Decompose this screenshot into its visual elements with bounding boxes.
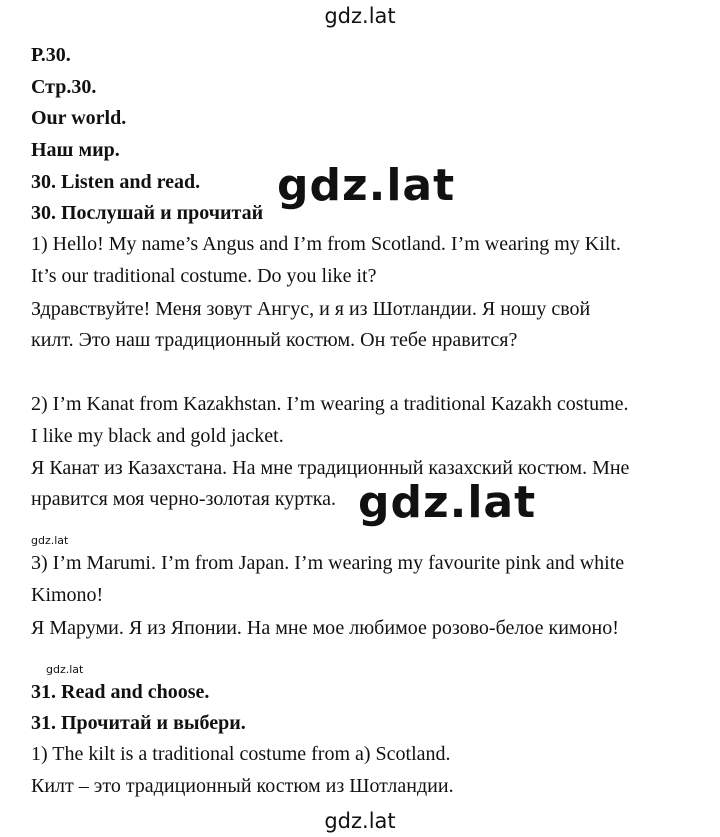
section-title-en: Our world. [31,107,127,129]
exercise-30-heading-ru: 30. Послушай и прочитай [31,202,264,224]
exercise-30-heading-en: 30. Listen and read. [31,171,201,193]
ex30-item3-ru-line1: Я Маруми. Я из Японии. На мне мое любимое розово-белое кимоно! [31,617,619,639]
watermark-bottom: gdz.lat [324,809,396,833]
ex30-item2-en-line1: 2) I’m Kanat from Kazakhstan. I’m wearing a traditional Kazakh costume. [31,393,629,415]
watermark-small-1: gdz.lat [31,534,69,547]
watermark-small-2: gdz.lat [46,663,84,676]
ex30-item2-en-line2: I like my black and gold jacket. [31,425,284,447]
page-number: Стр.30. [31,76,97,98]
ex31-item1-ru: Килт – это традиционный костюм из Шотландии. [31,775,454,797]
ex30-item1-ru-line1: Здравствуйте! Меня зовут Ангус, и я из Шотландии. Я ношу свой [31,298,591,320]
ex30-item2-ru-line1: Я Канат из Казахстана. На мне традиционный казахский костюм. Мне [31,457,630,479]
ex31-item1-en: 1) The kilt is a traditional costume from a) Scotland. [31,743,451,765]
page-code: Р.30. [31,44,71,66]
ex30-item1-en-line2: It’s our traditional costume. Do you like it? [31,265,377,287]
watermark-large-1: gdz.lat [277,160,456,211]
section-title-ru: Наш мир. [31,139,120,161]
exercise-31-heading-ru: 31. Прочитай и выбери. [31,712,246,734]
watermark-large-2: gdz.lat [358,477,537,528]
watermark-top: gdz.lat [324,4,396,28]
ex30-item1-ru-line2: килт. Это наш традиционный костюм. Он тебе нравится? [31,329,518,351]
exercise-31-heading-en: 31. Read and choose. [31,681,210,703]
ex30-item2-ru-line2: нравится моя черно-золотая куртка. [31,488,337,510]
ex30-item3-en-line1: 3) I’m Marumi. I’m from Japan. I’m wearing my favourite pink and white [31,552,625,574]
ex30-item3-en-line2: Kimono! [31,584,104,606]
ex30-item1-en-line1: 1) Hello! My name’s Angus and I’m from Scotland. I’m wearing my Kilt. [31,233,621,255]
